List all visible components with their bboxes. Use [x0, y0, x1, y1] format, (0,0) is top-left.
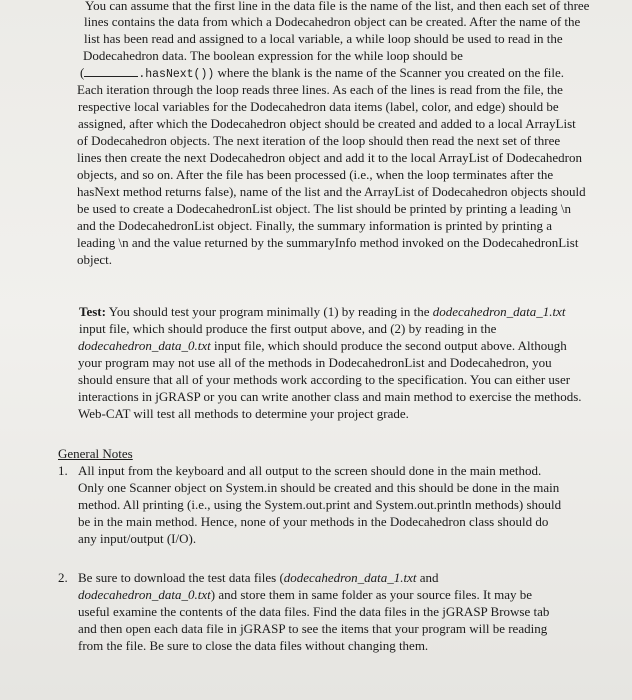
- intro-line: lines contains the data from which a Dodecahedron object can be created. After the name of the: [84, 14, 581, 29]
- note-1-line: Only one Scanner object on System.in should be created and this should be done in the main: [78, 480, 560, 495]
- test-line: should ensure that all of your methods work according to the specification. You can either user: [78, 372, 571, 387]
- intro-line: and the DodecahedronList object. Finally, the summary information is printed by printing a: [77, 218, 552, 233]
- note-1-line: any input/output (I/O).: [78, 531, 197, 546]
- note-2-line: and then open each data file in jGRASP to see the items that your program will be reading: [78, 621, 548, 636]
- note-2-line: from the file. Be sure to close the data files without changing them.: [78, 638, 429, 653]
- test-line: Web-CAT will test all methods to determine your project grade.: [78, 406, 409, 421]
- intro-line: assigned, after which the Dodecahedron object should be created and added to a local ArrayList: [78, 116, 576, 131]
- note-2-number: 2.: [58, 570, 68, 585]
- intro-line: be used to create a DodecahedronList object. The list should be printed by printing a leading \n: [77, 201, 571, 216]
- hasnext-code: .hasNext()): [138, 68, 215, 81]
- notes-heading: General Notes: [58, 446, 133, 461]
- blank-underline: [84, 65, 138, 77]
- intro-line: leading \n and the value returned by the summaryInfo method invoked on the DodecahedronList: [77, 235, 579, 250]
- intro-line: list has been read and assigned to a local variable, a while loop should be used to read in the: [84, 31, 563, 46]
- note-1-line: method. All printing (i.e., using the System.out.print and System.out.println methods) should: [78, 497, 562, 512]
- intro-line: Each iteration through the loop reads three lines. As each of the lines is read from the file, the: [77, 82, 563, 97]
- filename-1: dodecahedron_data_1.txt: [432, 304, 566, 319]
- test-line: interactions in jGRASP or you can write another class and main method to exercise the methods.: [78, 389, 582, 404]
- test-label: Test:: [79, 304, 106, 319]
- intro-line: respective local variables for the Dodecahedron data items (label, color, and edge) should be: [78, 99, 559, 114]
- intro-line: object.: [77, 252, 113, 267]
- note-1-line: All input from the keyboard and all output to the screen should done in the main method.: [78, 463, 542, 478]
- note-2-line-2: dodecahedron_data_0.txt) and store them in same folder as your source files. It may be: [78, 587, 533, 602]
- intro-line: of Dodecahedron objects. The next iteration of the loop should then read the next set of three: [77, 133, 561, 148]
- while-condition-line: ( .hasNext()) where the blank is the name of the Scanner you created on the file.: [80, 65, 565, 81]
- note-2-line-1: Be sure to download the test data files (dodecahedron_data_1.txt and: [78, 570, 439, 585]
- intro-line: You can assume that the first line in the data file is the name of the list, and then each set of three: [85, 0, 590, 13]
- note-2-line: useful examine the contents of the data files. Find the data files in the jGRASP Browse tab: [78, 604, 550, 619]
- intro-line: objects, and so on. After the file has been processed (i.e., when the loop terminates after the: [77, 167, 554, 182]
- intro-line: hasNext method returns false), name of the list and the ArrayList of Dodecahedron objects should: [77, 184, 586, 199]
- filename-0: dodecahedron_data_0.txt: [78, 338, 211, 353]
- test-line-2: input file, which should produce the first output above, and (2) by reading in the: [79, 321, 497, 336]
- test-line: your program may not use all of the methods in DodecahedronList and Dodecahedron, you: [78, 355, 552, 370]
- intro-line: Dodecahedron data. The boolean expression for the while loop should be: [83, 48, 463, 63]
- note-1-line: be in the main method. Hence, none of your methods in the Dodecahedron class should do: [78, 514, 549, 529]
- test-line-3: dodecahedron_data_0.txt input file, which should produce the second output above. Although: [78, 338, 567, 353]
- note-1-number: 1.: [58, 463, 68, 478]
- intro-line: lines then create the next Dodecahedron object and add it to the local ArrayList of Dodecahedron: [77, 150, 583, 165]
- test-line-1: Test: You should test your program minimally (1) by reading in the dodecahedron_data_1.txt: [79, 304, 566, 319]
